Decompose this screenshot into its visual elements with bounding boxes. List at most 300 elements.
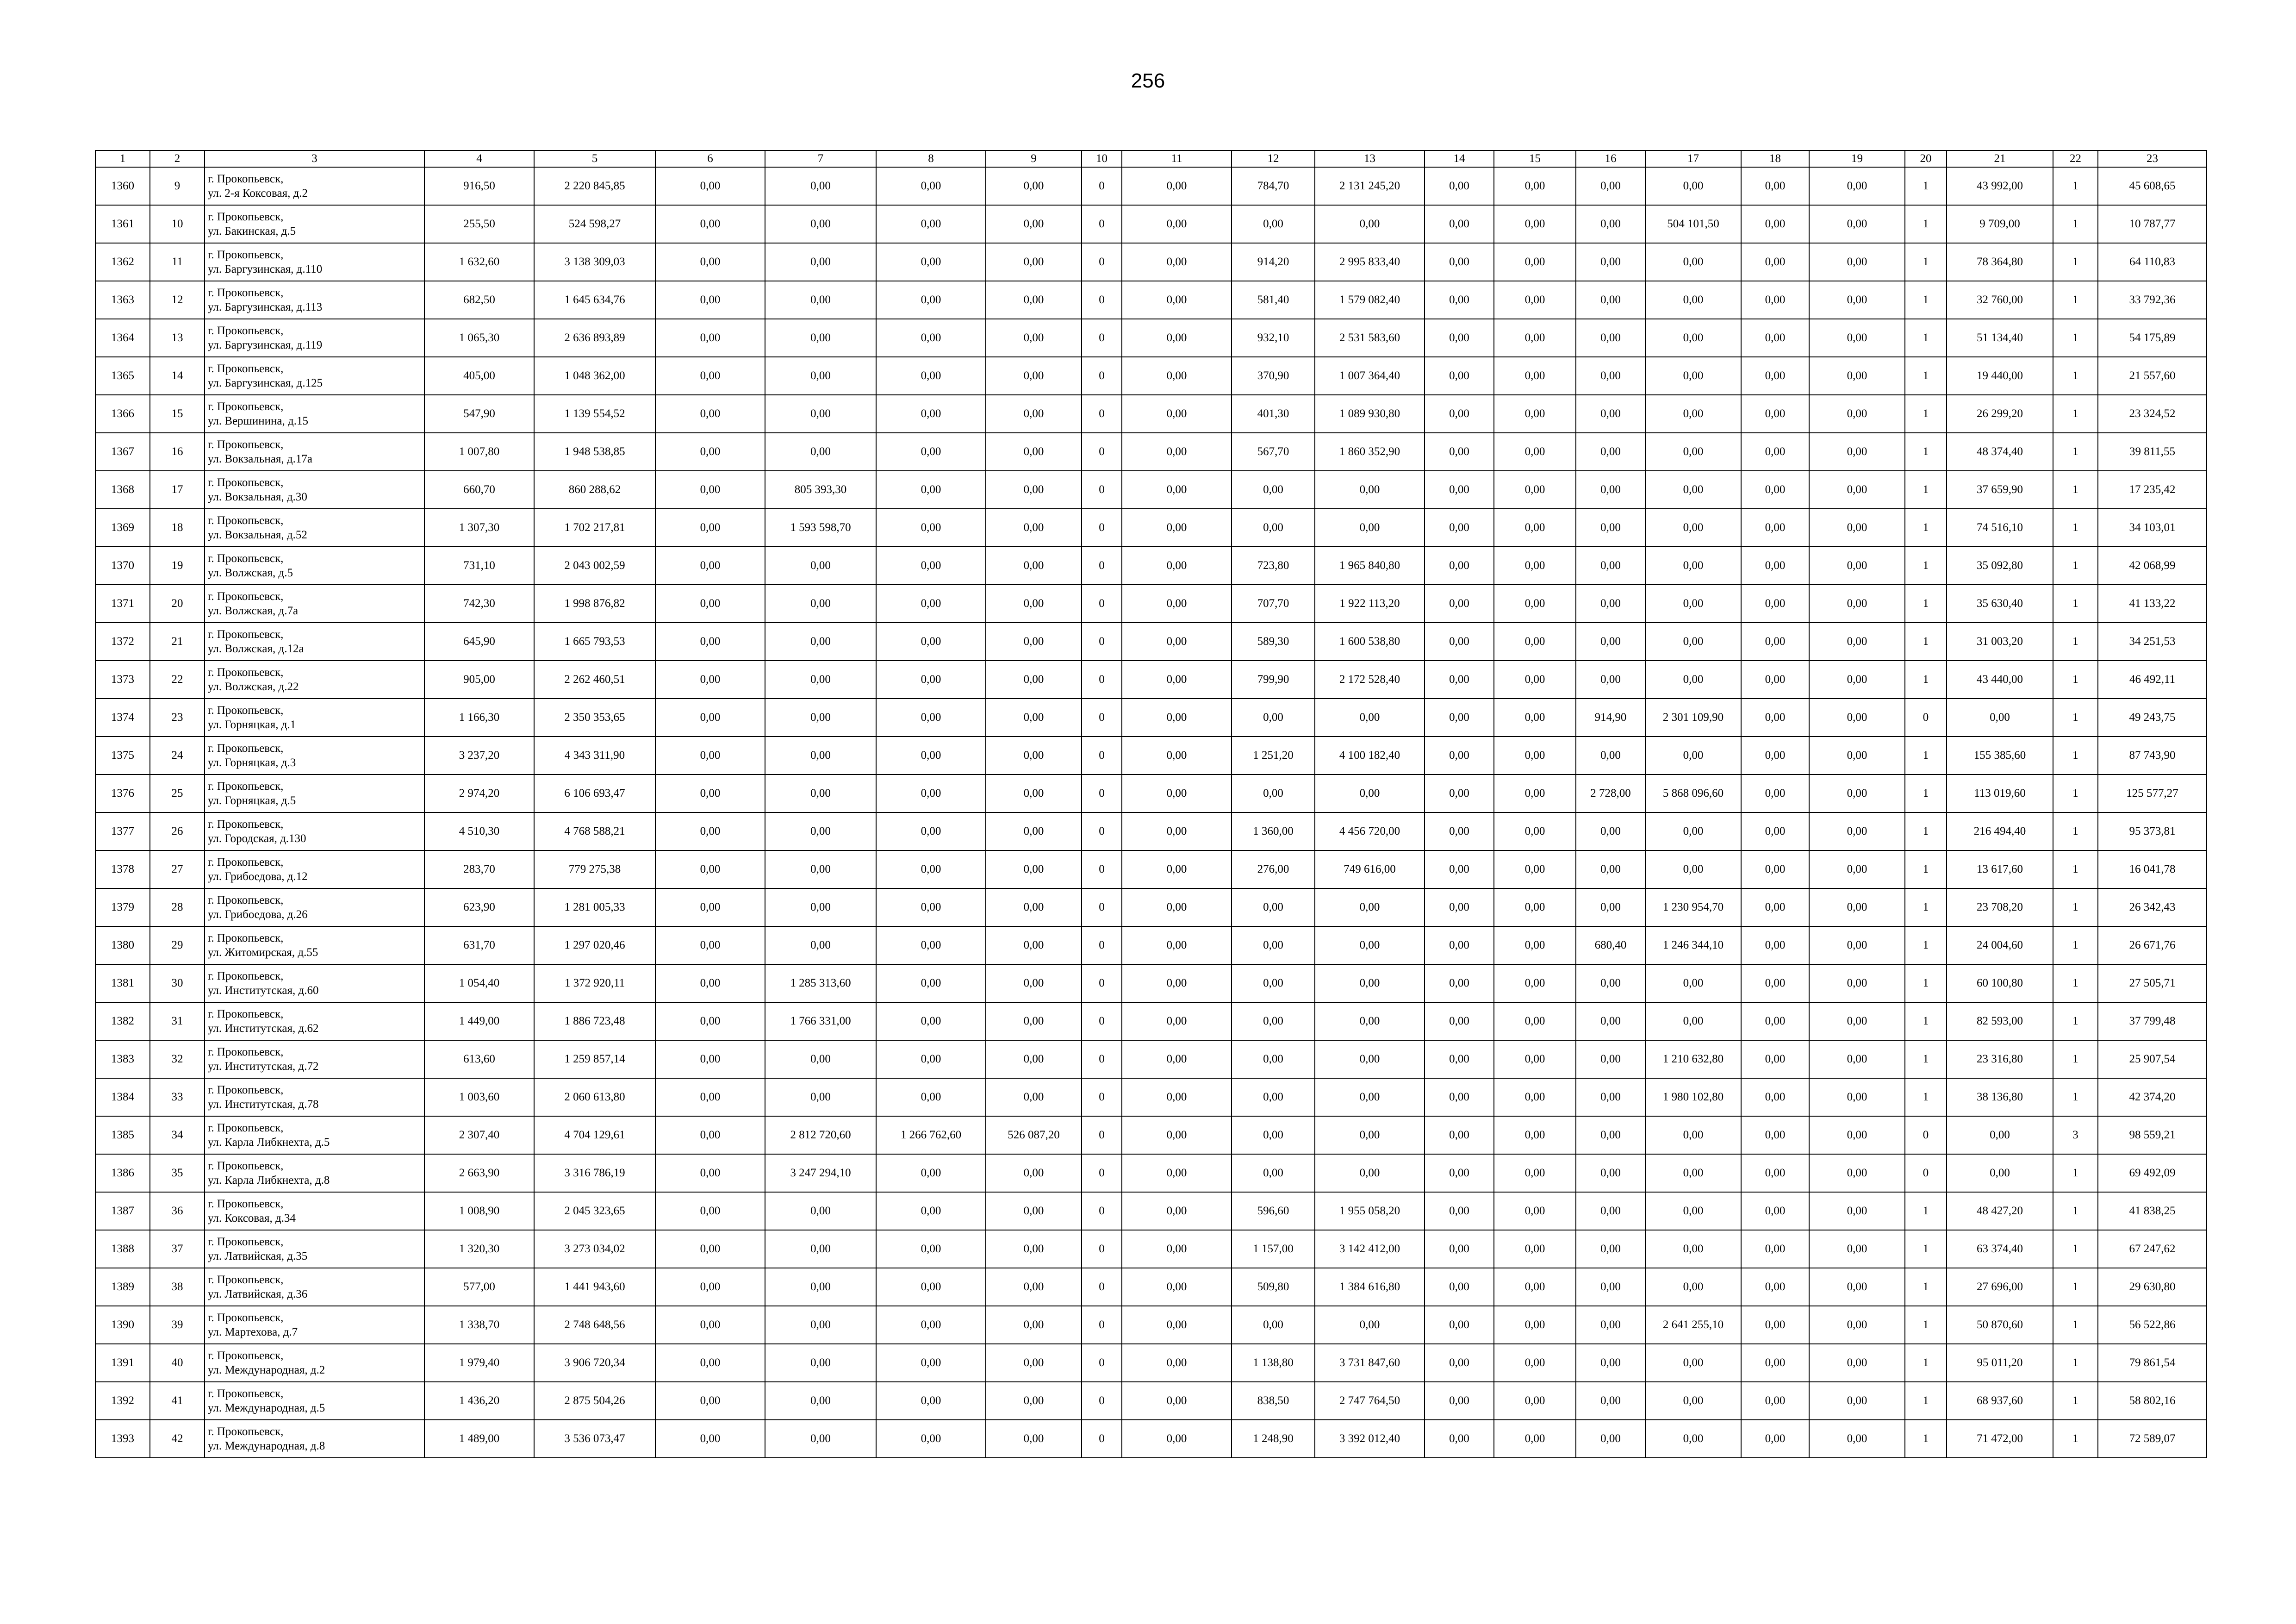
value-cell: 1: [2053, 1040, 2098, 1078]
value-cell: 0,00: [1576, 395, 1645, 433]
row-number-cell: 1360: [95, 167, 150, 205]
value-cell: 0,00: [986, 1306, 1082, 1344]
value-cell: 0,00: [1425, 1002, 1494, 1040]
value-cell: 1: [1905, 623, 1947, 661]
value-cell: 0,00: [1122, 243, 1232, 281]
value-cell: 0,00: [765, 737, 876, 775]
value-cell: 49 243,75: [2098, 699, 2207, 737]
value-cell: 596,60: [1232, 1192, 1315, 1230]
address-cell: [205, 661, 424, 699]
value-cell: 0,00: [1741, 205, 1809, 243]
value-cell: 1 645 634,76: [534, 281, 655, 319]
value-cell: 50 870,60: [1947, 1306, 2053, 1344]
value-cell: 0,00: [1494, 547, 1576, 585]
register-body: [95, 167, 2207, 1458]
value-cell: 0,00: [986, 1078, 1082, 1116]
value-cell: 0: [1082, 1116, 1122, 1154]
value-cell: 69 492,09: [2098, 1154, 2207, 1192]
value-cell: 1 436,20: [424, 1382, 534, 1420]
address-cell: [205, 205, 424, 243]
value-cell: 0: [1082, 850, 1122, 888]
value-cell: 0,00: [1809, 775, 1905, 812]
value-cell: 0,00: [1809, 1002, 1905, 1040]
value-cell: 0,00: [1741, 585, 1809, 623]
value-cell: 581,40: [1232, 281, 1315, 319]
value-cell: 1 593 598,70: [765, 509, 876, 547]
value-cell: 0,00: [876, 926, 986, 964]
value-cell: 0,00: [1425, 357, 1494, 395]
row-number-cell: 1392: [95, 1382, 150, 1420]
value-cell: 2 307,40: [424, 1116, 534, 1154]
value-cell: 1: [1905, 1230, 1947, 1268]
value-cell: 0,00: [1741, 509, 1809, 547]
value-cell: 0,00: [876, 205, 986, 243]
address-city: г. Прокопьевск,: [208, 742, 284, 755]
value-cell: 0,00: [1741, 433, 1809, 471]
value-cell: 0,00: [1494, 812, 1576, 850]
value-cell: 0,00: [1645, 1154, 1741, 1192]
value-cell: 0,00: [1425, 699, 1494, 737]
value-cell: 0,00: [876, 964, 986, 1002]
value-cell: 1: [1905, 1078, 1947, 1116]
value-cell: 0,00: [1809, 585, 1905, 623]
value-cell: 3 392 012,40: [1315, 1420, 1425, 1458]
column-number: 1: [95, 150, 150, 167]
address-cell: [205, 395, 424, 433]
value-cell: 0,00: [1494, 1154, 1576, 1192]
value-cell: 1: [1905, 547, 1947, 585]
value-cell: 3 138 309,03: [534, 243, 655, 281]
value-cell: 1 998 876,82: [534, 585, 655, 623]
address-city: г. Прокопьевск,: [208, 1425, 284, 1438]
value-cell: 0,00: [1494, 281, 1576, 319]
row-index-cell: 17: [150, 471, 205, 509]
row-index-cell: 11: [150, 243, 205, 281]
value-cell: 0,00: [1947, 699, 2053, 737]
address-city: г. Прокопьевск,: [208, 1122, 284, 1134]
address-street: ул. Грибоедова, д.26: [208, 908, 308, 921]
value-cell: 1: [1905, 1040, 1947, 1078]
value-cell: 0,00: [1645, 1192, 1741, 1230]
value-cell: 0: [1082, 775, 1122, 812]
address-city: г. Прокопьевск,: [208, 970, 284, 982]
value-cell: 0,00: [1741, 357, 1809, 395]
value-cell: 0,00: [655, 1344, 765, 1382]
value-cell: 0,00: [655, 1420, 765, 1458]
table-row: [95, 243, 2207, 281]
value-cell: 37 799,48: [2098, 1002, 2207, 1040]
value-cell: 0,00: [655, 623, 765, 661]
value-cell: 35 630,40: [1947, 585, 2053, 623]
value-cell: 0,00: [986, 623, 1082, 661]
row-number-cell: 1363: [95, 281, 150, 319]
row-number-cell: 1367: [95, 433, 150, 471]
value-cell: 4 704 129,61: [534, 1116, 655, 1154]
value-cell: 0: [1082, 357, 1122, 395]
table-row: [95, 1078, 2207, 1116]
value-cell: 1 948 538,85: [534, 433, 655, 471]
address-street: ул. Баргузинская, д.110: [208, 263, 323, 275]
address-street: ул. Институтская, д.62: [208, 1022, 319, 1035]
row-number-cell: 1362: [95, 243, 150, 281]
value-cell: 0,00: [1232, 964, 1315, 1002]
value-cell: 0,00: [1315, 699, 1425, 737]
address-city: г. Прокопьевск,: [208, 1084, 284, 1096]
value-cell: 0,00: [1645, 585, 1741, 623]
address-street: ул. Международная, д.8: [208, 1440, 325, 1452]
value-cell: 0,00: [1494, 1192, 1576, 1230]
value-cell: 0,00: [765, 1078, 876, 1116]
value-cell: 34 251,53: [2098, 623, 2207, 661]
value-cell: 567,70: [1232, 433, 1315, 471]
value-cell: 0,00: [1576, 471, 1645, 509]
row-number-cell: 1388: [95, 1230, 150, 1268]
value-cell: 0,00: [1741, 395, 1809, 433]
value-cell: 0,00: [1741, 1230, 1809, 1268]
value-cell: 2 875 504,26: [534, 1382, 655, 1420]
value-cell: 1: [1905, 1420, 1947, 1458]
address-street: ул. Вокзальная, д.17а: [208, 453, 312, 465]
value-cell: 39 811,55: [2098, 433, 2207, 471]
value-cell: 0,00: [986, 243, 1082, 281]
address-cell: [205, 1116, 424, 1154]
value-cell: 723,80: [1232, 547, 1315, 585]
value-cell: 0,00: [1425, 1116, 1494, 1154]
value-cell: 0,00: [1576, 888, 1645, 926]
value-cell: 0: [1082, 1192, 1122, 1230]
value-cell: 0,00: [986, 281, 1082, 319]
address-cell: [205, 319, 424, 357]
address-street: ул. Институтская, д.78: [208, 1098, 319, 1111]
value-cell: 0,00: [1122, 775, 1232, 812]
value-cell: 0,00: [1576, 1230, 1645, 1268]
value-cell: 0,00: [986, 699, 1082, 737]
value-cell: 0,00: [1809, 737, 1905, 775]
page-number: 256: [1131, 69, 1165, 92]
table-row: [95, 1230, 2207, 1268]
value-cell: 3 273 034,02: [534, 1230, 655, 1268]
row-index-cell: 30: [150, 964, 205, 1002]
value-cell: 0,00: [765, 433, 876, 471]
value-cell: 524 598,27: [534, 205, 655, 243]
table-row: [95, 547, 2207, 585]
address-cell: [205, 850, 424, 888]
table-row: [95, 812, 2207, 850]
value-cell: 0,00: [655, 964, 765, 1002]
value-cell: 0: [1082, 1040, 1122, 1078]
value-cell: 0,00: [655, 205, 765, 243]
address-cell: [205, 737, 424, 775]
value-cell: 0,00: [1232, 471, 1315, 509]
row-number-cell: 1387: [95, 1192, 150, 1230]
row-index-cell: 19: [150, 547, 205, 585]
value-cell: 1 860 352,90: [1315, 433, 1425, 471]
value-cell: 0,00: [1741, 661, 1809, 699]
address-cell: [205, 775, 424, 812]
address-street: ул. Мартехова, д.7: [208, 1326, 298, 1338]
value-cell: 1 384 616,80: [1315, 1268, 1425, 1306]
value-cell: 0,00: [1741, 699, 1809, 737]
value-cell: 0,00: [655, 1078, 765, 1116]
value-cell: 0,00: [1645, 509, 1741, 547]
value-cell: 0,00: [876, 585, 986, 623]
value-cell: 0,00: [655, 1154, 765, 1192]
value-cell: 0,00: [876, 509, 986, 547]
value-cell: 0,00: [876, 1344, 986, 1382]
value-cell: 78 364,80: [1947, 243, 2053, 281]
value-cell: 9 709,00: [1947, 205, 2053, 243]
value-cell: 0,00: [1425, 1268, 1494, 1306]
column-number: 18: [1741, 150, 1809, 167]
value-cell: 0,00: [1809, 205, 1905, 243]
address-city: г. Прокопьевск,: [208, 1274, 284, 1286]
value-cell: 0,00: [765, 1344, 876, 1382]
value-cell: 0,00: [1576, 1078, 1645, 1116]
value-cell: 0: [1082, 964, 1122, 1002]
value-cell: 2 531 583,60: [1315, 319, 1425, 357]
value-cell: 0,00: [1425, 1154, 1494, 1192]
value-cell: 0,00: [1425, 243, 1494, 281]
row-number-cell: 1389: [95, 1268, 150, 1306]
address-city: г. Прокопьевск,: [208, 1008, 284, 1020]
address-street: ул. Карла Либкнехта, д.5: [208, 1136, 330, 1149]
value-cell: 0,00: [1494, 433, 1576, 471]
value-cell: 0,00: [1232, 1040, 1315, 1078]
value-cell: 0,00: [1494, 1230, 1576, 1268]
value-cell: 1 449,00: [424, 1002, 534, 1040]
address-street: ул. Институтская, д.60: [208, 984, 319, 997]
row-number-cell: 1364: [95, 319, 150, 357]
value-cell: 6 106 693,47: [534, 775, 655, 812]
value-cell: 0,00: [986, 585, 1082, 623]
address-street: ул. Волжская, д.22: [208, 681, 299, 693]
value-cell: 255,50: [424, 205, 534, 243]
value-cell: 1 886 723,48: [534, 1002, 655, 1040]
value-cell: 3 731 847,60: [1315, 1344, 1425, 1382]
value-cell: 0,00: [1809, 1116, 1905, 1154]
value-cell: 0,00: [1741, 812, 1809, 850]
value-cell: 0,00: [1741, 1420, 1809, 1458]
value-cell: 0: [1082, 547, 1122, 585]
value-cell: 0,00: [1741, 1002, 1809, 1040]
value-cell: 48 427,20: [1947, 1192, 2053, 1230]
address-cell: [205, 547, 424, 585]
value-cell: 0,00: [1122, 167, 1232, 205]
address-cell: [205, 623, 424, 661]
value-cell: 0,00: [1232, 699, 1315, 737]
value-cell: 0,00: [1122, 888, 1232, 926]
value-cell: 0,00: [1809, 395, 1905, 433]
value-cell: 0,00: [1809, 1040, 1905, 1078]
value-cell: 0: [1082, 509, 1122, 547]
value-cell: 0,00: [986, 1344, 1082, 1382]
value-cell: 1 285 313,60: [765, 964, 876, 1002]
value-cell: 0,00: [1741, 737, 1809, 775]
value-cell: 3 536 073,47: [534, 1420, 655, 1458]
value-cell: 0,00: [1645, 623, 1741, 661]
address-street: ул. Волжская, д.7а: [208, 605, 299, 617]
value-cell: 0,00: [876, 699, 986, 737]
value-cell: 1 372 920,11: [534, 964, 655, 1002]
address-city: г. Прокопьевск,: [208, 476, 284, 489]
table-row: [95, 205, 2207, 243]
value-cell: 401,30: [1232, 395, 1315, 433]
value-cell: 1: [1905, 471, 1947, 509]
address-cell: [205, 926, 424, 964]
value-cell: 0: [1082, 167, 1122, 205]
row-index-cell: 18: [150, 509, 205, 547]
value-cell: 0,00: [986, 1420, 1082, 1458]
value-cell: 0,00: [1576, 243, 1645, 281]
value-cell: 0,00: [876, 167, 986, 205]
value-cell: 0,00: [1425, 1192, 1494, 1230]
value-cell: 1 600 538,80: [1315, 623, 1425, 661]
value-cell: 0,00: [1425, 888, 1494, 926]
value-cell: 0,00: [1741, 281, 1809, 319]
value-cell: 5 868 096,60: [1645, 775, 1741, 812]
value-cell: 1 338,70: [424, 1306, 534, 1344]
value-cell: 0,00: [765, 1192, 876, 1230]
value-cell: 0,00: [1576, 1382, 1645, 1420]
value-cell: 0,00: [1315, 1116, 1425, 1154]
value-cell: 1: [2053, 1230, 2098, 1268]
row-number-cell: 1383: [95, 1040, 150, 1078]
table-row: [95, 775, 2207, 812]
address-city: г. Прокопьевск,: [208, 1198, 284, 1210]
value-cell: 1 266 762,60: [876, 1116, 986, 1154]
value-cell: 0,00: [1809, 243, 1905, 281]
value-cell: 0,00: [986, 888, 1082, 926]
row-number-cell: 1377: [95, 812, 150, 850]
value-cell: 2 636 893,89: [534, 319, 655, 357]
table-row: [95, 1420, 2207, 1458]
value-cell: 0,00: [1232, 1002, 1315, 1040]
value-cell: 0,00: [1494, 395, 1576, 433]
value-cell: 2 995 833,40: [1315, 243, 1425, 281]
value-cell: 1: [2053, 281, 2098, 319]
value-cell: 0,00: [986, 1268, 1082, 1306]
value-cell: 0,00: [1315, 1154, 1425, 1192]
row-number-cell: 1370: [95, 547, 150, 585]
value-cell: 0,00: [1645, 167, 1741, 205]
row-number-cell: 1393: [95, 1420, 150, 1458]
value-cell: 0,00: [1494, 699, 1576, 737]
value-cell: 0,00: [1576, 357, 1645, 395]
address-city: г. Прокопьевск,: [208, 666, 284, 679]
value-cell: 0,00: [1741, 243, 1809, 281]
table-row: [95, 1040, 2207, 1078]
row-index-cell: 38: [150, 1268, 205, 1306]
value-cell: 0: [1082, 585, 1122, 623]
value-cell: 0,00: [1122, 661, 1232, 699]
value-cell: 0,00: [1741, 1040, 1809, 1078]
value-cell: 1 766 331,00: [765, 1002, 876, 1040]
row-index-cell: 20: [150, 585, 205, 623]
value-cell: 0,00: [765, 1382, 876, 1420]
value-cell: 0,00: [1576, 1116, 1645, 1154]
value-cell: 1: [2053, 471, 2098, 509]
value-cell: 19 440,00: [1947, 357, 2053, 395]
column-number: 2: [150, 150, 205, 167]
value-cell: 0: [1082, 1268, 1122, 1306]
value-cell: 43 440,00: [1947, 661, 2053, 699]
value-cell: 1: [2053, 1420, 2098, 1458]
row-number-cell: 1385: [95, 1116, 150, 1154]
value-cell: 1 138,80: [1232, 1344, 1315, 1382]
value-cell: 0,00: [1809, 623, 1905, 661]
value-cell: 577,00: [424, 1268, 534, 1306]
value-cell: 799,90: [1232, 661, 1315, 699]
value-cell: 1 008,90: [424, 1192, 534, 1230]
column-number: 11: [1122, 150, 1232, 167]
value-cell: 71 472,00: [1947, 1420, 2053, 1458]
value-cell: 0,00: [1576, 661, 1645, 699]
value-cell: 1: [2053, 1002, 2098, 1040]
column-number: 5: [534, 150, 655, 167]
value-cell: 2 060 613,80: [534, 1078, 655, 1116]
address-cell: [205, 585, 424, 623]
value-cell: 0,00: [655, 737, 765, 775]
address-city: г. Прокопьевск,: [208, 1236, 284, 1248]
value-cell: 0,00: [1122, 964, 1232, 1002]
value-cell: 0,00: [1645, 964, 1741, 1002]
value-cell: 0,00: [1494, 775, 1576, 812]
value-cell: 0,00: [1576, 737, 1645, 775]
value-cell: 509,80: [1232, 1268, 1315, 1306]
column-number: 13: [1315, 150, 1425, 167]
value-cell: 1 246 344,10: [1645, 926, 1741, 964]
value-cell: 26 299,20: [1947, 395, 2053, 433]
value-cell: 0,00: [1809, 699, 1905, 737]
value-cell: 0,00: [1232, 1116, 1315, 1154]
value-cell: 1: [2053, 1154, 2098, 1192]
value-cell: 731,10: [424, 547, 534, 585]
value-cell: 87 743,90: [2098, 737, 2207, 775]
value-cell: 27 505,71: [2098, 964, 2207, 1002]
row-index-cell: 42: [150, 1420, 205, 1458]
value-cell: 0,00: [1494, 737, 1576, 775]
value-cell: 0,00: [1741, 547, 1809, 585]
column-number: 6: [655, 150, 765, 167]
value-cell: 0,00: [1494, 1382, 1576, 1420]
column-number: 7: [765, 150, 876, 167]
value-cell: 95 011,20: [1947, 1344, 2053, 1382]
value-cell: 547,90: [424, 395, 534, 433]
value-cell: 0,00: [1232, 1154, 1315, 1192]
value-cell: 623,90: [424, 888, 534, 926]
register-table: [95, 150, 2207, 1458]
value-cell: 0: [1082, 1382, 1122, 1420]
value-cell: 1: [1905, 661, 1947, 699]
value-cell: 0,00: [655, 1230, 765, 1268]
value-cell: 0,00: [876, 1192, 986, 1230]
value-cell: 0,00: [655, 812, 765, 850]
value-cell: 1: [2053, 850, 2098, 888]
table-row: [95, 1154, 2207, 1192]
value-cell: 0,00: [765, 1230, 876, 1268]
value-cell: 0,00: [1645, 471, 1741, 509]
value-cell: 1 007 364,40: [1315, 357, 1425, 395]
value-cell: 3 906 720,34: [534, 1344, 655, 1382]
value-cell: 0,00: [1494, 1116, 1576, 1154]
value-cell: 95 373,81: [2098, 812, 2207, 850]
row-index-cell: 37: [150, 1230, 205, 1268]
value-cell: 0: [1082, 1344, 1122, 1382]
value-cell: 72 589,07: [2098, 1420, 2207, 1458]
value-cell: 0,00: [1576, 1154, 1645, 1192]
row-number-cell: 1369: [95, 509, 150, 547]
value-cell: 0,00: [1741, 471, 1809, 509]
